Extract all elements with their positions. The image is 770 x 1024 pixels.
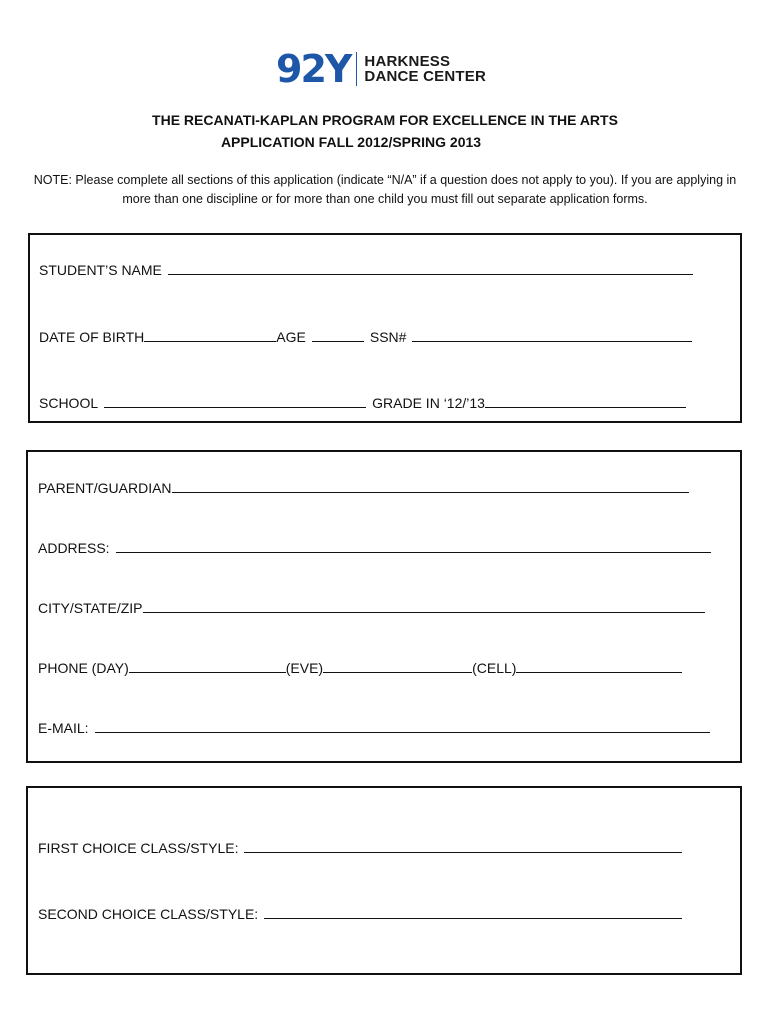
email-label: E-MAIL:	[38, 720, 89, 736]
class-choice-section	[26, 786, 742, 975]
dob-field[interactable]	[144, 341, 276, 342]
city-state-zip-row	[38, 600, 705, 616]
phone-day-field[interactable]	[129, 672, 286, 673]
school-row	[39, 395, 686, 411]
address-field[interactable]	[116, 552, 711, 553]
student-name-row	[39, 262, 693, 278]
harkness-logo	[276, 47, 486, 91]
address-label: ADDRESS:	[38, 540, 110, 556]
age-field[interactable]	[312, 341, 364, 342]
guardian-field[interactable]	[172, 492, 689, 493]
logo-divider	[356, 52, 357, 86]
school-field[interactable]	[104, 407, 366, 408]
phone-eve-field[interactable]	[323, 672, 472, 673]
email-field[interactable]	[95, 732, 710, 733]
phone-cell-field[interactable]	[516, 672, 682, 673]
dob-label: DATE OF BIRTH	[39, 329, 145, 345]
city-state-zip-field[interactable]	[143, 612, 705, 613]
second-choice-field[interactable]	[264, 918, 682, 919]
first-choice-label: FIRST CHOICE CLASS/STYLE:	[38, 840, 239, 856]
second-choice-label: SECOND CHOICE CLASS/STYLE:	[38, 906, 259, 922]
guardian-label: PARENT/GUARDIAN	[38, 480, 172, 496]
address-row	[38, 540, 711, 556]
instructions-note: NOTE: Please complete all sections of this application (indicate “N/A” if a question does not apply to you). If you are applying in more than one discipline or for more than one child you must fill out separate application forms.	[33, 173, 737, 206]
phone-cell-label: (CELL)	[472, 660, 517, 676]
ssn-field[interactable]	[412, 341, 692, 342]
phone-day-label: PHONE (DAY)	[38, 660, 129, 676]
ssn-label: SSN#	[369, 329, 407, 345]
student-name-label: STUDENT’S NAME	[39, 262, 162, 278]
form-title-line-2: APPLICATION FALL 2012/SPRING 2013	[220, 134, 482, 150]
first-choice-field[interactable]	[244, 852, 682, 853]
grade-field[interactable]	[485, 407, 686, 408]
logo-line-2: DANCE CENTER	[364, 68, 486, 85]
first-choice-row	[38, 840, 682, 856]
school-label: SCHOOL	[39, 395, 99, 411]
age-label: AGE	[276, 329, 306, 345]
email-row	[38, 720, 710, 736]
student-name-field[interactable]	[168, 274, 693, 275]
form-title-line-1: THE RECANATI-KAPLAN PROGRAM FOR EXCELLENCE IN THE ARTS	[152, 112, 618, 128]
logo-line-1: HARKNESS	[364, 53, 451, 70]
guardian-row	[38, 480, 689, 496]
logo-mark-92y: 92Y	[276, 47, 351, 91]
grade-label: GRADE IN ‘12/’13	[372, 395, 485, 411]
phone-eve-label: (EVE)	[285, 660, 324, 676]
dob-row	[39, 329, 692, 345]
city-state-zip-label: CITY/STATE/ZIP	[38, 600, 143, 616]
second-choice-row	[38, 906, 682, 922]
logo-wordmark	[364, 54, 486, 84]
phone-row	[38, 660, 682, 676]
